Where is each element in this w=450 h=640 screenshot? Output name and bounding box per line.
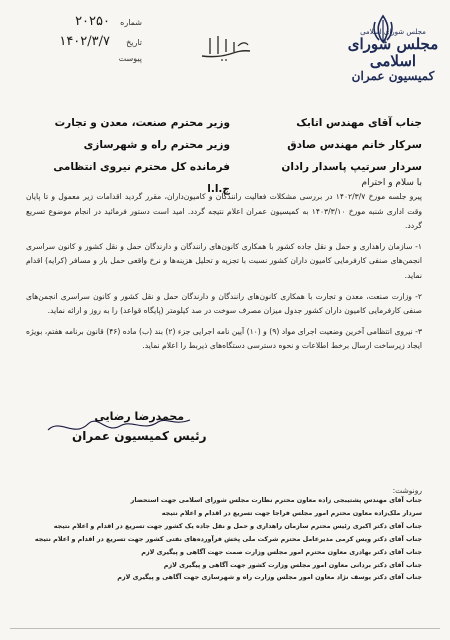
body-item-1: ۱- سازمان راهداری و حمل و نقل جاده کشور با همکاری کانون‌های رانندگان و دارندگان حمل و نقل کشور و کانون سراسری انجمن‌های صنفی کارفرمایی کامیون داران کشور نسبت با تجزیه و تحلیل هزینه‌ها و نرخ واقعی حمل بار و مسافر (کرایه) اقدام نماید. bbox=[26, 241, 422, 280]
basmala-calligraphy bbox=[196, 30, 256, 64]
copy-recipient: جناب آقای مهندس پشتیبجی زاده معاون محترم نظارت مجلس شورای اسلامی جهت استحضار bbox=[130, 496, 422, 504]
addressee-name-3: سردار سرتیپ پاسدار رادان bbox=[281, 161, 422, 173]
bottom-divider bbox=[10, 628, 440, 629]
addressee-title-2: وزیر محترم راه و شهرسازی bbox=[83, 139, 230, 151]
letter-attachment-label: پیوست bbox=[118, 54, 142, 63]
addressee-name-2: سرکار خانم مهندس صادق bbox=[287, 139, 422, 151]
salutation: با سلام و احترام bbox=[361, 178, 422, 188]
signer-title: رئیس کمیسیون عمران bbox=[72, 429, 207, 443]
letter-number-value: ۲۰۲۵۰ bbox=[75, 14, 110, 29]
addressee-titles bbox=[30, 112, 230, 200]
logo-commission-text: کمیسیون عمران bbox=[351, 69, 435, 83]
copy-recipient: جناب آقای دکتر بهادری معاون محترم امور مجلس وزارت صمت جهت آگاهی و پیگیری لازم bbox=[141, 547, 422, 556]
letter-date-label: تاریخ bbox=[126, 38, 142, 47]
copy-recipient: سردار ملک‌زاده معاون محترم امور مجلس فراجا جهت تسریع در اقدام و اعلام نتیجه bbox=[161, 508, 422, 517]
copy-recipient: جناب آقای دکتر ویس کرمی مدیرعامل محترم شرکت ملی پخش فرآورده‌های نفتی کشور جهت تسریع در اقدام و اعلام نتیجه bbox=[34, 534, 422, 543]
letter-date-value: ۱۴۰۲/۳/۷ bbox=[59, 34, 110, 49]
signer-name: محمدرضا رضایی bbox=[94, 410, 185, 423]
body-item-3: ۳- نیروی انتظامی آخرین وضعیت اجرای مواد (۹) و (۱۰) آیین نامه اجرایی جزء (۲) بند (ب) ماده (۴۶) قانون برنامه هفتم، بویژه ایجاد زیرساخت ارسال برخط اطلاعات و نحوه دسترسی دستگاه‌های ذیربط را اعلام نماید. bbox=[26, 326, 422, 351]
letter-date-row bbox=[12, 34, 142, 54]
body-intro: پیرو جلسه مورخ ۱۴۰۲/۳/۷ در بررسی مشکلات فعالیت رانندگان و کامیون‌داران، مقرر گردید اقدامات زیر معمول و تا پایان وقت اداری شنبه مورخ ۱۴۰۳/۳/۱۰ به کمیسیون عمران اعلام نتیجه گردد. امید است دستور فرمائید در انجام موضوع تسریع گردد. bbox=[26, 192, 423, 231]
logo-main-text: مجلس شورای اسلامی bbox=[347, 35, 439, 70]
letter-attachment-row bbox=[12, 54, 142, 74]
signer-block bbox=[72, 408, 207, 446]
letter-number-row bbox=[12, 14, 142, 34]
addressee-name-1: جناب آقای مهندس اتابک bbox=[296, 117, 422, 129]
copy-recipient: جناب آقای دکتر یوسف نژاد معاون امور مجلس وزارت راه و شهرسازی جهت آگاهی و پیگیری لازم bbox=[117, 573, 422, 582]
copies-list bbox=[26, 494, 422, 584]
letter-metadata bbox=[12, 14, 142, 74]
copy-recipient: جناب آقای دکتر بردانی معاون امور مجلس وزارت کشور جهت آگاهی و پیگیری لازم bbox=[163, 560, 422, 569]
addressee-title-1: وزیر محترم صنعت، معدن و تجارت bbox=[54, 117, 230, 129]
letter-body bbox=[26, 190, 422, 354]
letter-number-label: شماره bbox=[120, 18, 142, 27]
addressee-title-3: فرمانده کل محترم نیروی انتظامی ج.ا.ا bbox=[53, 161, 230, 195]
body-item-2: ۲- وزارت صنعت، معدن و تجارت با همکاری کانون‌های رانندگان و دارندگان حمل و نقل کشور و کانون سراسری انجمن‌های صنفی کارفرمایی کامیون داران کشور جدول میزان مصرف سوخت در صد کیلومتر (پایگاه قواعد) را به روز و ارائه نماید. bbox=[26, 291, 422, 316]
parliament-logo bbox=[344, 28, 442, 83]
copies-heading: رونوشت: bbox=[392, 486, 422, 495]
copy-recipient: جناب آقای دکتر اکبری رئیس محترم سازمان راهداری و حمل و نقل جاده یک کشور جهت تسریع در اقدام و اعلام نتیجه bbox=[53, 521, 422, 530]
addressee-names bbox=[252, 112, 422, 178]
logo-top-text: مجلس شورای اسلامی bbox=[360, 28, 426, 36]
